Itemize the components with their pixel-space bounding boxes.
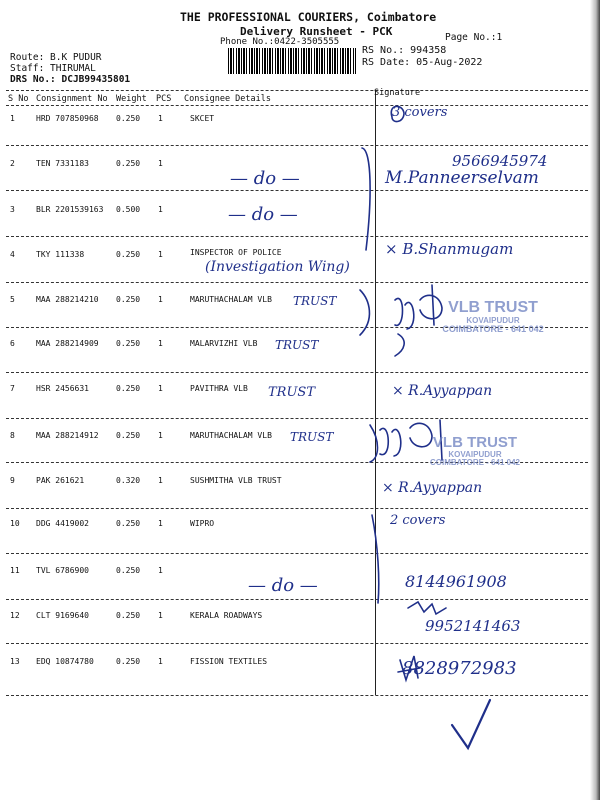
row-13-consignment: EDQ 10874780 <box>36 657 94 666</box>
handwritten-phone-13: 8828972983 <box>402 658 517 679</box>
handwritten-phone-2: 9566945974 <box>452 152 548 170</box>
col-consignee: Consignee Details <box>184 94 271 104</box>
row-1-sno: 1 <box>10 114 15 123</box>
handwritten-sig-7: × R.Ayyappan <box>392 383 493 399</box>
row-6-pcs: 1 <box>158 339 163 348</box>
check-mark <box>452 700 490 748</box>
rs-date: RS Date: 05-Aug-2022 <box>362 57 483 68</box>
row-7-sno: 7 <box>10 384 15 393</box>
row-5-weight: 0.250 <box>116 295 141 304</box>
row-8-bracket <box>370 425 378 462</box>
drs-label: DRS No.: <box>10 74 56 85</box>
row-11-pcs: 1 <box>158 566 163 575</box>
col-pcs: PCS <box>156 94 172 104</box>
handwritten-ditto-3: — do — <box>228 204 298 225</box>
vlb-trust-stamp-2 <box>405 435 545 468</box>
row-10-consignment: DDG 4419002 <box>36 519 89 528</box>
row-6-consignment: MAA 288214909 <box>36 339 99 348</box>
row-1-consignee: SKCET <box>190 114 215 123</box>
col-weight: Weight <box>116 94 147 104</box>
route: Route: B.K PUDUR <box>10 52 102 63</box>
stamp-1-name: VLB TRUST <box>448 299 538 316</box>
row-10-pcs: 1 <box>158 519 163 528</box>
row-5-consignee: MARUTHACHALAM VLB <box>190 295 272 304</box>
handwritten-note-6: TRUST <box>275 338 319 352</box>
row-12-weight: 0.250 <box>116 611 141 620</box>
bracket-right-1 <box>362 148 370 250</box>
row-11-weight: 0.250 <box>116 566 141 575</box>
stamp-2-name: VLB TRUST <box>432 434 518 451</box>
handwritten-phone-12: 9952141463 <box>425 617 521 635</box>
row-9-consignee: SUSHMITHA VLB TRUST <box>190 476 282 485</box>
row-12-scribble <box>408 602 446 614</box>
row-7-consignment: HSR 2456631 <box>36 384 89 393</box>
stamp-1-place: KOVAIPUDUR <box>466 315 520 325</box>
row-2-pcs: 1 <box>158 159 163 168</box>
handwritten-note-7: TRUST <box>268 385 315 400</box>
row-2-consignment: TEN 7331183 <box>36 159 89 168</box>
col-sno: S No <box>8 94 29 104</box>
row-3-consignment: BLR 2201539163 <box>36 205 104 214</box>
row-10-bracket <box>372 515 379 603</box>
row-10-consignee: WIPRO <box>190 519 215 528</box>
row-3-sno: 3 <box>10 205 15 214</box>
row-3-weight: 0.500 <box>116 205 141 214</box>
bracket-left-1 <box>360 290 369 335</box>
row-6-sno: 6 <box>10 339 15 348</box>
row-13-sno: 13 <box>10 657 20 666</box>
row-4-consignee: INSPECTOR OF POLICE <box>190 248 282 257</box>
row-12-pcs: 1 <box>158 611 163 620</box>
row-11-sno: 11 <box>10 566 20 575</box>
row-10-sno: 10 <box>10 519 20 528</box>
row-6-weight: 0.250 <box>116 339 141 348</box>
handwritten-row-10: 2 covers <box>390 513 446 528</box>
row-4-sno: 4 <box>10 250 15 259</box>
row-12-consignee: KERALA ROADWAYS <box>190 611 263 620</box>
row-11-consignment: TVL 6786900 <box>36 566 89 575</box>
row-2-sno: 2 <box>10 159 15 168</box>
row-9-weight: 0.320 <box>116 476 141 485</box>
row-10-weight: 0.250 <box>116 519 141 528</box>
col-signature: Signature <box>374 88 421 98</box>
row-5-consignment: MAA 288214210 <box>36 295 99 304</box>
page-number: Page No.:1 <box>445 32 503 43</box>
row-7-weight: 0.250 <box>116 384 141 393</box>
row-1-circle-mark <box>391 106 404 121</box>
row-6-consignee: MALARVIZHI VLB <box>190 339 258 348</box>
row-5-pcs: 1 <box>158 295 163 304</box>
drs-value: DCJB99435801 <box>61 74 131 85</box>
row-7-consignee: PAVITHRA VLB <box>190 384 248 393</box>
row-1-pcs: 1 <box>158 114 163 123</box>
row-13-consignee: FISSION TEXTILES <box>190 657 268 666</box>
handwritten-row-1: 3 covers <box>392 105 448 120</box>
row-5-sno: 5 <box>10 295 15 304</box>
row-4-consignment: TKY 111338 <box>36 250 85 259</box>
row-4-weight: 0.250 <box>116 250 141 259</box>
row-13-weight: 0.250 <box>116 657 141 666</box>
runsheet-title: Delivery Runsheet - PCK <box>240 25 393 38</box>
handwritten-sig-4: × B.Shanmugam <box>385 240 514 258</box>
staff: Staff: THIRUMAL <box>10 63 96 74</box>
row-8-pcs: 1 <box>158 431 163 440</box>
row-3-pcs: 1 <box>158 205 163 214</box>
company-title: THE PROFESSIONAL COURIERS, Coimbatore <box>180 10 437 24</box>
handwritten-note-5: TRUST <box>293 294 337 308</box>
handwritten-sig-9: × R.Ayyappan <box>382 480 483 496</box>
handwritten-note-8: TRUST <box>290 430 334 444</box>
handwritten-ditto-11: — do — <box>248 575 318 596</box>
row-13-scribble <box>398 656 420 680</box>
stamp-2-city: COIMBATORE - 641 042 <box>430 458 520 468</box>
row-12-consignment: CLT 9169640 <box>36 611 89 620</box>
row-4-pcs: 1 <box>158 250 163 259</box>
handwritten-phone-11: 8144961908 <box>405 572 507 591</box>
stamp-2-place: KOVAIPUDUR <box>448 449 502 459</box>
handwritten-name-2: M.Panneerselvam <box>385 168 539 188</box>
handwritten-note-4: (Investigation Wing) <box>205 259 350 275</box>
row-8-consignee: MARUTHACHALAM VLB <box>190 431 272 440</box>
row-9-consignment: PAK 261621 <box>36 476 85 485</box>
row-6-bracket <box>395 334 404 356</box>
scan-edge-shadow <box>590 0 600 800</box>
row-8-consignment: MAA 288214912 <box>36 431 99 440</box>
handwritten-ditto-2: — do — <box>230 168 300 189</box>
row-8-sno: 8 <box>10 431 15 440</box>
row-12-sno: 12 <box>10 611 20 620</box>
vlb-trust-stamp-1 <box>418 300 568 335</box>
col-consignment: Consignment No <box>36 94 108 104</box>
row-9-pcs: 1 <box>158 476 163 485</box>
row-9-sno: 9 <box>10 476 15 485</box>
rs-number: RS No.: 994358 <box>362 45 447 56</box>
row-7-pcs: 1 <box>158 384 163 393</box>
row-2-weight: 0.250 <box>116 159 141 168</box>
row-1-consignment: HRD 707850968 <box>36 114 99 123</box>
row-13-pcs: 1 <box>158 657 163 666</box>
row-8-weight: 0.250 <box>116 431 141 440</box>
stamp-1-city: COIMBATORE - 641 042 <box>442 324 544 335</box>
row-1-weight: 0.250 <box>116 114 141 123</box>
phone-number: Phone No.:0422-3505555 <box>220 37 340 47</box>
